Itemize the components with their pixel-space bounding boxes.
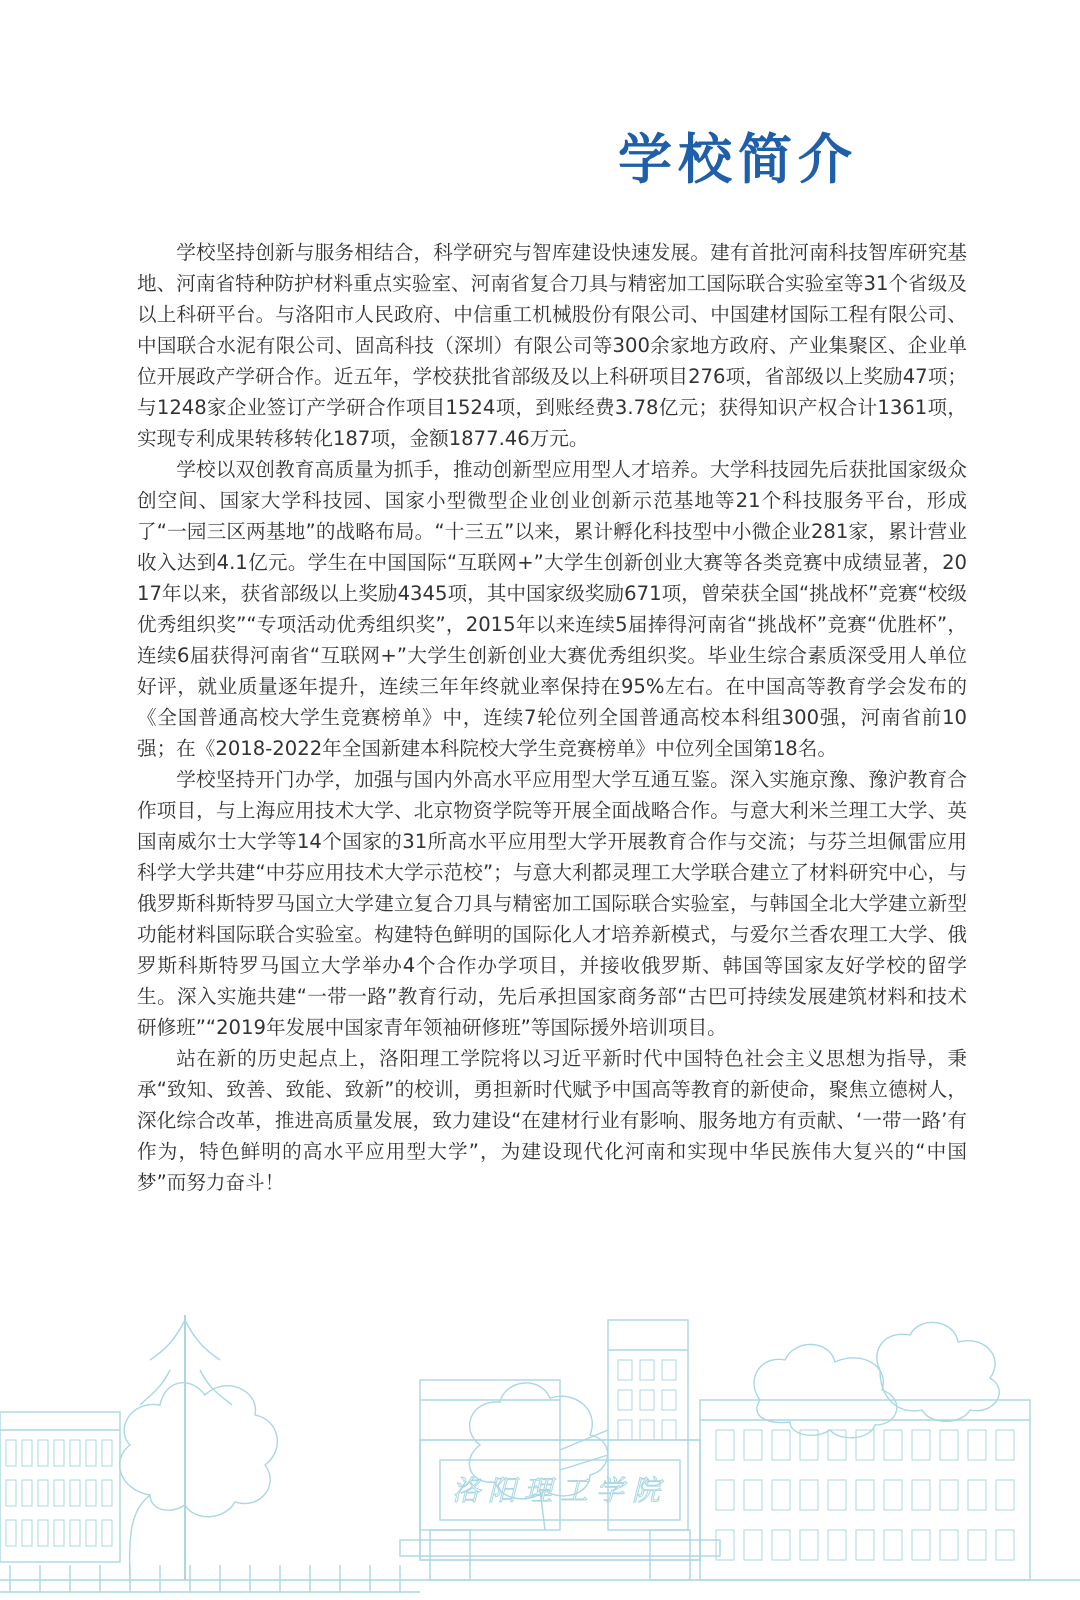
paragraph-research: 学校坚持创新与服务相结合，科学研究与智库建设快速发展。建有首批河南科技智库研究基地、河南省特种防护材料重点实验室、河南省复合刀具与精密加工国际联合实验室等31个省级及以上科研平台。与洛阳市人民政府、中信重工机械股份有限公司、中国建材国际工程有限公司、中国联合水泥有限公司、固高科技（深圳）有限公司等300余家地方政府、产业集聚区、企业单位开展政产学研合作。近五年，学校获批省部级及以上科研项目276项，省部级以上奖励47项；与1248家企业签订产学研合作项目1524项，到账经费3.78亿元；获得知识产权合计1361项，实现专利成果转移转化187项，金额1877.46万元。: [137, 241, 967, 450]
paragraph-outlook: 站在新的历史起点上，洛阳理工学院将以习近平新时代中国特色社会主义思想为指导，秉承“致知、致善、致能、致新”的校训，勇担新时代赋予中国高等教育的新使命，聚焦立德树人，深化综合改革，推进高质量发展，致力建设“在建材行业有影响、服务地方有贡献、‘一带一路’有作为，特色鲜明的高水平应用型大学”，为建设现代化河南和实现中华民族伟大复兴的“中国梦”而努力奋斗！: [137, 1047, 967, 1194]
right-building: [700, 1400, 1030, 1580]
paragraph-international: 学校坚持开门办学，加强与国内外高水平应用型大学互通互鉴。深入实施京豫、豫沪教育合作项目，与上海应用技术大学、北京物资学院等开展全面战略合作。与意大利米兰理工大学、英国南威尔士大学等14个国家的31所高水平应用型大学开展教育合作与交流；与芬兰坦佩雷应用科学大学共建“中芬应用技术大学示范校”；与意大利都灵理工大学联合建立了材料研究中心，与俄罗斯科斯特罗马国立大学建立复合刀具与精密加工国际联合实验室，与韩国全北大学建立新型功能材料国际联合实验室。构建特色鲜明的国际化人才培养新模式，与爱尔兰香农理工大学、俄罗斯科斯特罗马国立大学举办4个合作办学项目，并接收俄罗斯、韩国等国家友好学校的留学生。深入实施共建“一带一路”教育行动，先后承担国家商务部“古巴可持续发展建筑材料和技术研修班”“2019年发展中国家青年领袖研修班”等国际援外培训项目。: [137, 768, 967, 1039]
ground-and-railing: [0, 1565, 1080, 1592]
center-tree: [469, 1383, 607, 1530]
campus-line-art-icon: [0, 1280, 1080, 1600]
paragraph-innovation: 学校以双创教育高质量为抓手，推动创新型应用型人才培养。大学科技园先后获批国家级众创空间、国家大学科技园、国家小型微型企业创业创新示范基地等21个科技服务平台，形成了“一园三区两基地”的战略布局。“十三五”以来，累计孵化科技型中小微企业281家，累计营业收入达到4.1亿元。学生在中国国际“互联网+”大学生创新创业大赛等各类竞赛中成绩显著，2017年以来，获省部级以上奖励4345项，其中国家级奖励671项，曾荣获全国“挑战杯”竞赛“校级优秀组织奖”“专项活动优秀组织奖”，2015年以来连续5届捧得河南省“挑战杯”竞赛“优胜杯”，连续6届获得河南省“互联网+”大学生创新创业大赛优秀组织奖。毕业生综合素质深受用人单位好评，就业质量逐年提升，连续三年年终就业率保持在95%左右。在中国高等教育学会发布的《全国普通高校大学生竞赛榜单》中，连续7轮位列全国普通高校本科组300强，河南省前10强；在《2018-2022年全国新建本科院校大学生竞赛榜单》中位列全国第18名。: [137, 458, 967, 760]
left-tree: [120, 1315, 278, 1580]
body-text: [137, 237, 967, 1198]
campus-illustration: [0, 1280, 1080, 1600]
gate-sign: 洛阳理工学院: [451, 1474, 669, 1507]
left-building: [0, 1412, 120, 1562]
page-title: 学校简介: [618, 128, 858, 191]
